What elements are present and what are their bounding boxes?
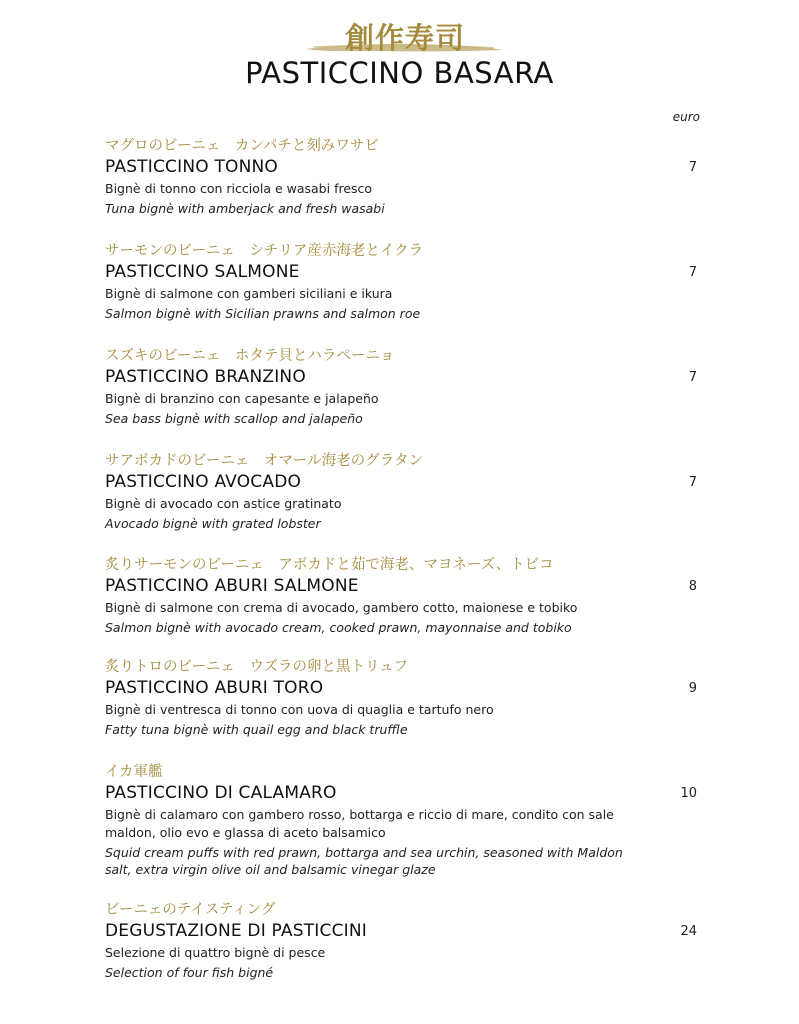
item-price: 24 [680,924,697,939]
item-price: 8 [688,579,697,594]
item-jp-name: 炙りトロのビーニェ ウズラの卵と黒トリュフ [105,659,409,675]
item-price: 7 [688,265,697,280]
menu-item [105,136,705,218]
item-jp-name: サアボカドのビーニェ オマール海老のグラタン [105,453,423,469]
currency-label: euro [672,110,700,124]
item-name: PASTICCINO SALMONE [105,262,300,282]
menu-item [105,657,705,739]
jp-title: 創作寿司 [344,21,465,55]
menu-item [105,241,705,323]
item-description-en: Salmon bignè with Sicilian prawns and salmon roe [105,306,421,321]
item-name: DEGUSTAZIONE DI PASTICCINI [105,921,368,941]
menu-item [105,451,705,533]
item-jp-name: 炙りサーモンのビーニェ アボカドと茹で海老、マヨネーズ、トビコ [105,557,554,573]
item-name: PASTICCINO DI CALAMARO [105,783,337,803]
item-description-it: Selezione di quattro bignè di pesce [105,945,326,960]
item-price: 7 [688,160,697,175]
item-jp-name: ビーニェのテイスティング [105,902,276,918]
item-name: PASTICCINO ABURI TORO [105,678,324,698]
item-description-en: Sea bass bignè with scallop and jalapeño [105,411,363,426]
item-description-it: Bignè di ventresca di tonno con uova di quaglia e tartufo nero [105,702,494,717]
menu-item [105,555,705,637]
item-name: PASTICCINO AVOCADO [105,472,302,492]
item-description-en: Salmon bignè with avocado cream, cooked prawn, mayonnaise and tobiko [105,620,572,635]
menu-item [105,900,705,982]
item-name: PASTICCINO TONNO [105,157,279,177]
item-description-en: Avocado bignè with grated lobster [105,516,321,531]
item-description-en: Squid cream puffs with red prawn, bottarga and sea urchin, seasoned with Maldon salt, extra virgin olive oil and balsamic vinegar glaze [105,845,623,877]
item-jp-name: スズキのビーニェ ホタテ貝とハラペーニョ [105,348,395,364]
page-title: PASTICCINO BASARA [245,56,554,90]
menu-item [105,762,705,878]
item-description-it: Bignè di salmone con crema di avocado, gambero cotto, maionese e tobiko [105,600,578,615]
item-description-it: Bignè di tonno con ricciola e wasabi fresco [105,181,373,196]
item-description-it: Bignè di calamaro con gambero rosso, bottarga e riccio di mare, condito con sale maldon, olio evo e glassa di aceto balsamico [105,807,614,840]
item-jp-name: サーモンのビーニェ シチリア産赤海老とイクラ [105,243,424,259]
item-description-it: Bignè di avocado con astice gratinato [105,496,342,511]
item-name: PASTICCINO BRANZINO [105,367,306,387]
jp-title-block [300,14,510,58]
item-description-en: Fatty tuna bignè with quail egg and black truffle [105,722,408,737]
menu-item [105,346,705,428]
item-description-en: Tuna bignè with amberjack and fresh wasabi [105,201,385,216]
item-jp-name: マグロのビーニェ カンパチと刻みワサビ [105,138,379,154]
item-price: 7 [688,475,697,490]
item-name: PASTICCINO ABURI SALMONE [105,576,359,596]
item-description-it: Bignè di branzino con capesante e jalapeño [105,391,379,406]
item-jp-name: イカ軍艦 [105,764,163,780]
item-price: 7 [688,370,697,385]
item-description-it: Bignè di salmone con gamberi siciliani e ikura [105,286,393,301]
item-description-en: Selection of four fish bigné [105,965,274,980]
item-price: 10 [680,786,697,801]
item-price: 9 [688,681,697,696]
